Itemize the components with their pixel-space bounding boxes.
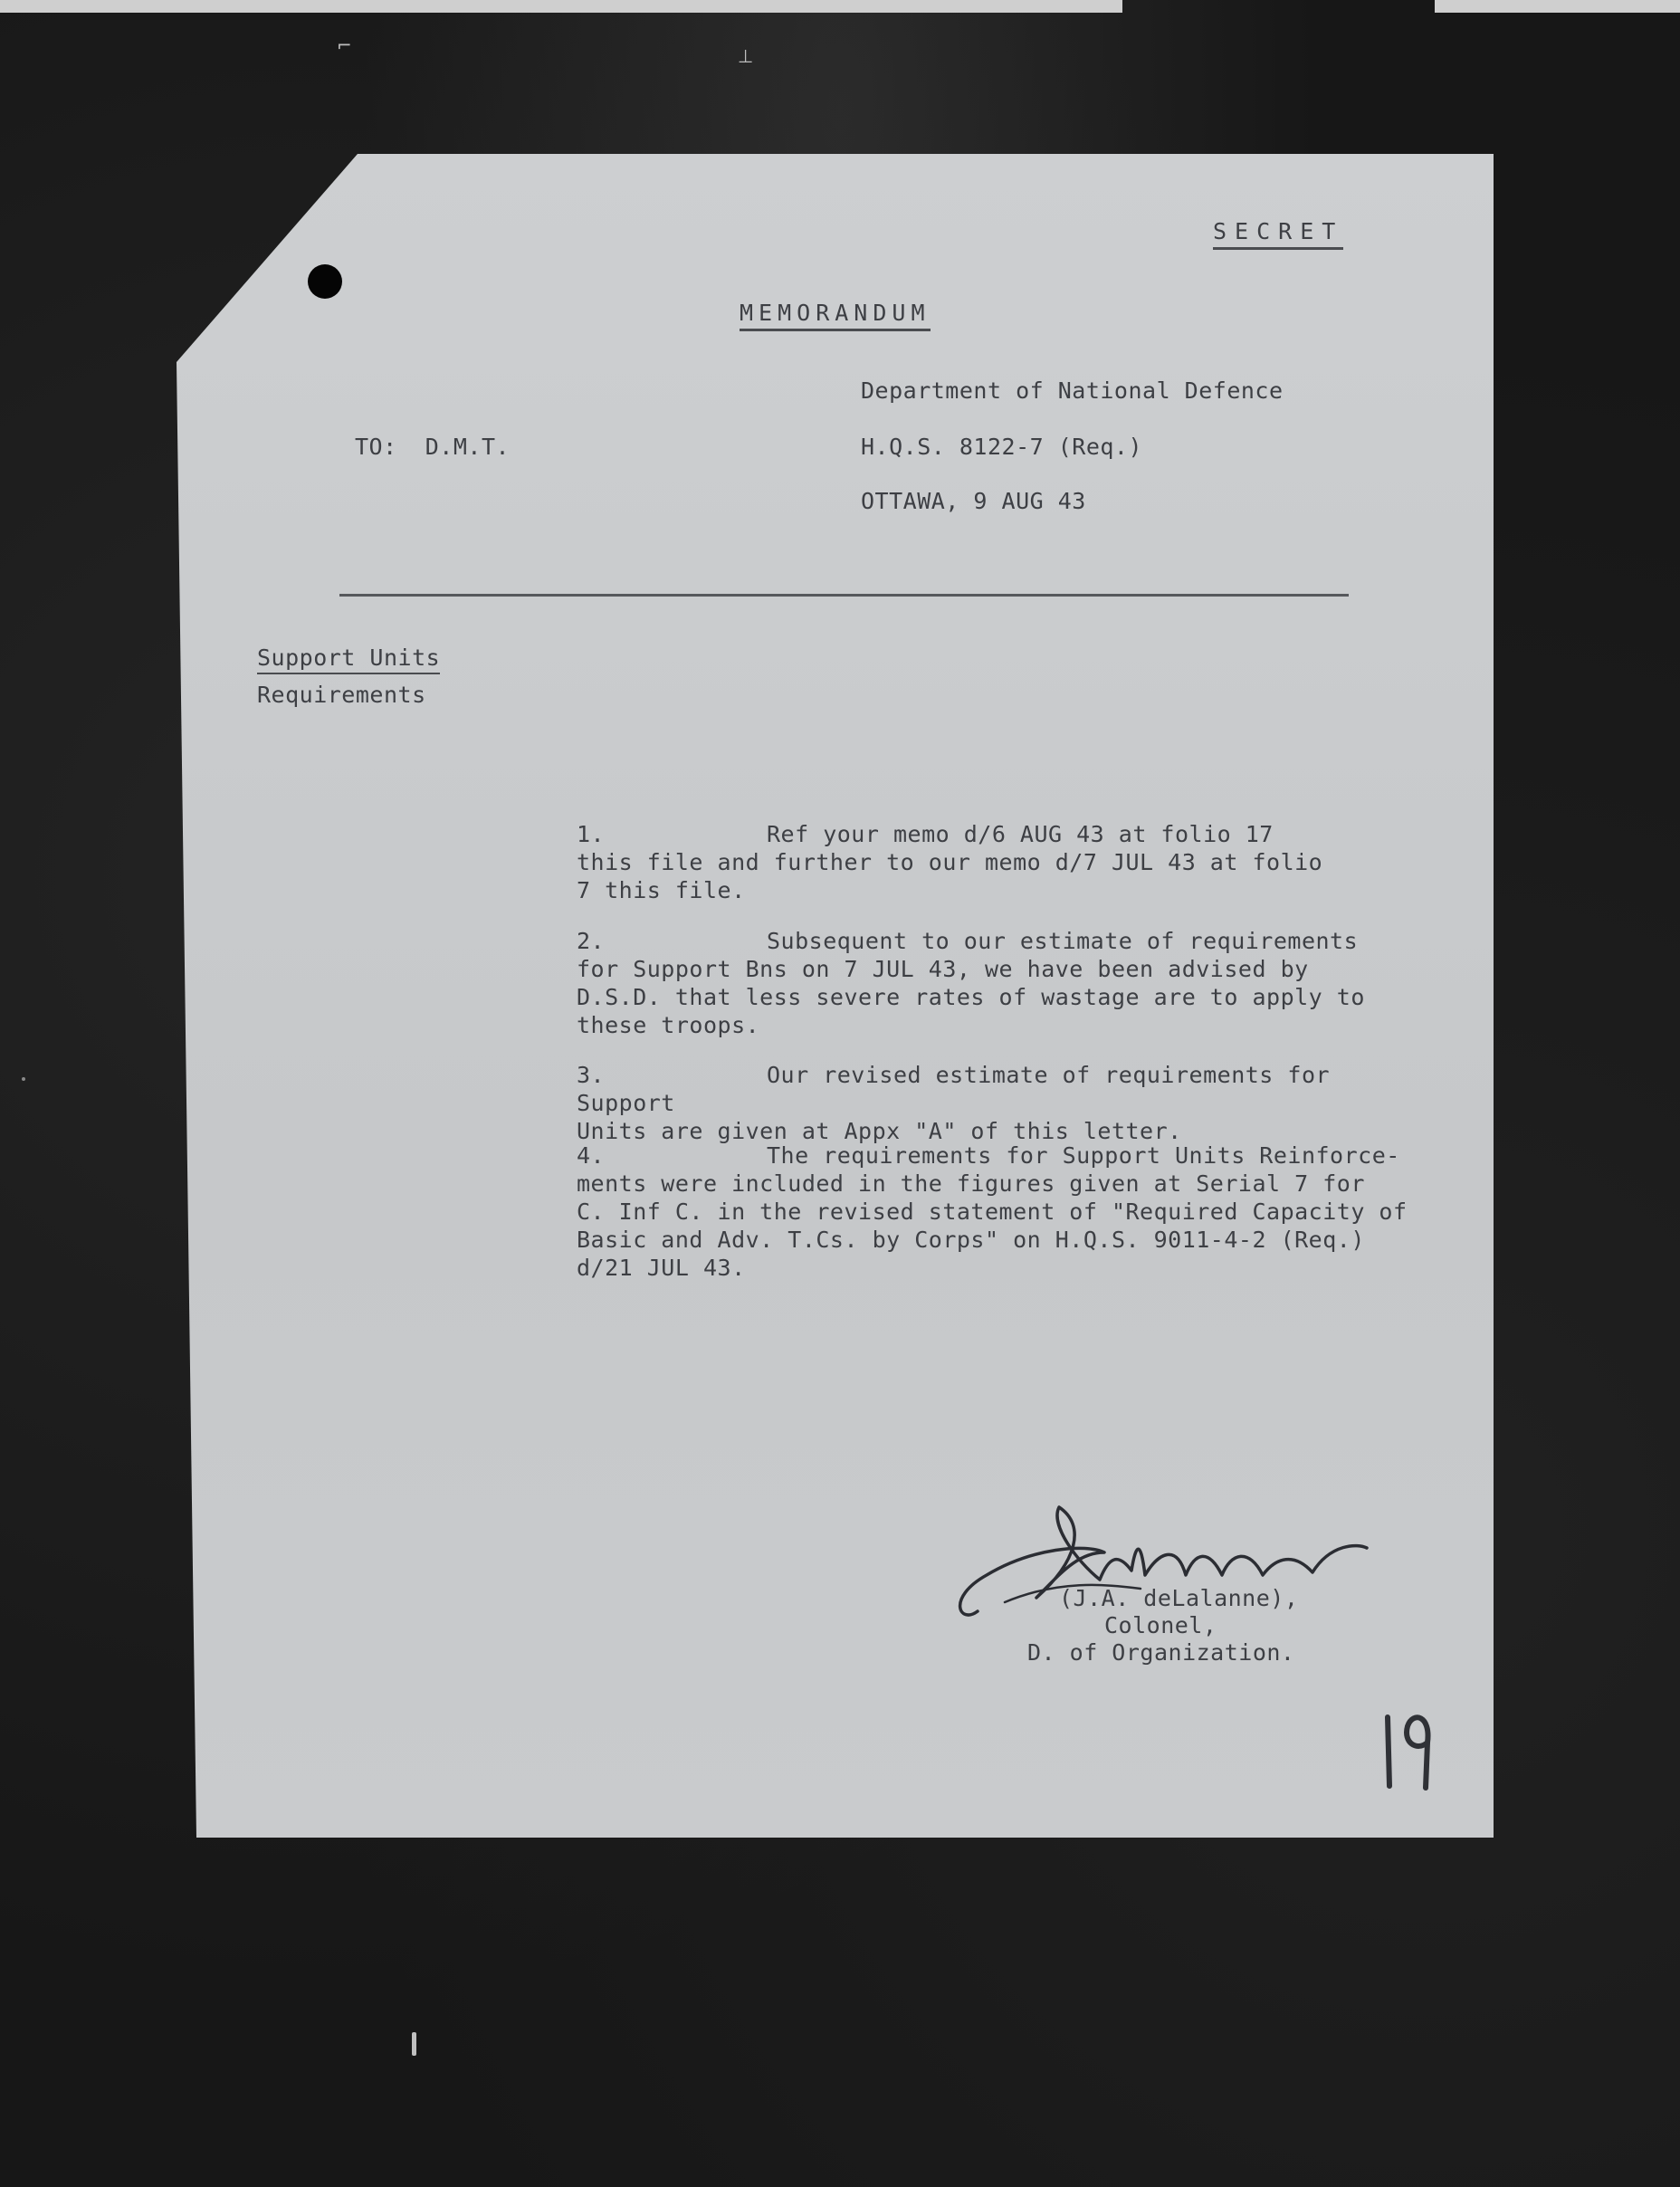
signatory-name: (J.A. deLalanne), bbox=[1059, 1585, 1299, 1611]
paragraph-text: Ref your memo d/6 AUG 43 at folio 17 this file and further to our memo d/7 JUL 43 at folio 7 this file. bbox=[577, 821, 1323, 903]
paragraph-number: 4. bbox=[577, 1142, 606, 1169]
adjacent-frame-edge bbox=[0, 0, 1122, 13]
subject-line-1: Support Units bbox=[257, 644, 440, 674]
paragraph-2 bbox=[577, 927, 1437, 1039]
folio-number-handwritten bbox=[1380, 1706, 1435, 1792]
classification-marking: SECRET bbox=[1213, 217, 1343, 250]
film-mark: ⌐ bbox=[337, 34, 352, 56]
signatory-title: D. of Organization. bbox=[1027, 1639, 1295, 1666]
paragraph-text: Subsequent to our estimate of requirements for Support Bns on 7 JUL 43, we have been advised by D.S.D. that less severe rates of wastage are to apply to these troops. bbox=[577, 928, 1365, 1038]
paragraph-text: The requirements for Support Units Reinforce- ments were included in the figures given at Serial 7 for C. Inf C. in the revised statement of "Required Capacity of Basic and Adv. T.Cs. by Corps" on H.Q.S. 9011-4-2 (Req.) d/21 JUL 43. bbox=[577, 1142, 1408, 1281]
film-mark: ⊥ bbox=[738, 45, 754, 67]
signatory-rank: Colonel, bbox=[1104, 1612, 1217, 1638]
paragraph-number: 2. bbox=[577, 928, 606, 954]
paragraph-4 bbox=[577, 1141, 1437, 1282]
file-reference: H.Q.S. 8122-7 (Req.) bbox=[861, 434, 1143, 460]
memo-heading: MEMORANDUM bbox=[740, 299, 931, 331]
paragraph-3 bbox=[577, 1061, 1437, 1145]
paragraph-number: 1. bbox=[577, 821, 606, 847]
paragraph-number: 3. bbox=[577, 1062, 606, 1088]
subject-line-2: Requirements bbox=[257, 682, 426, 708]
paragraph-text: Our revised estimate of requirements for Support Units are given at Appx "A" of this letter. bbox=[577, 1062, 1331, 1144]
punch-hole bbox=[308, 264, 342, 299]
paragraph-1 bbox=[577, 820, 1437, 904]
separator-rule bbox=[339, 594, 1349, 597]
adjacent-frame-edge bbox=[1435, 0, 1680, 13]
recipient-line: TO: D.M.T. bbox=[355, 434, 511, 460]
department-name: Department of National Defence bbox=[861, 377, 1284, 404]
place-date: OTTAWA, 9 AUG 43 bbox=[861, 488, 1086, 514]
